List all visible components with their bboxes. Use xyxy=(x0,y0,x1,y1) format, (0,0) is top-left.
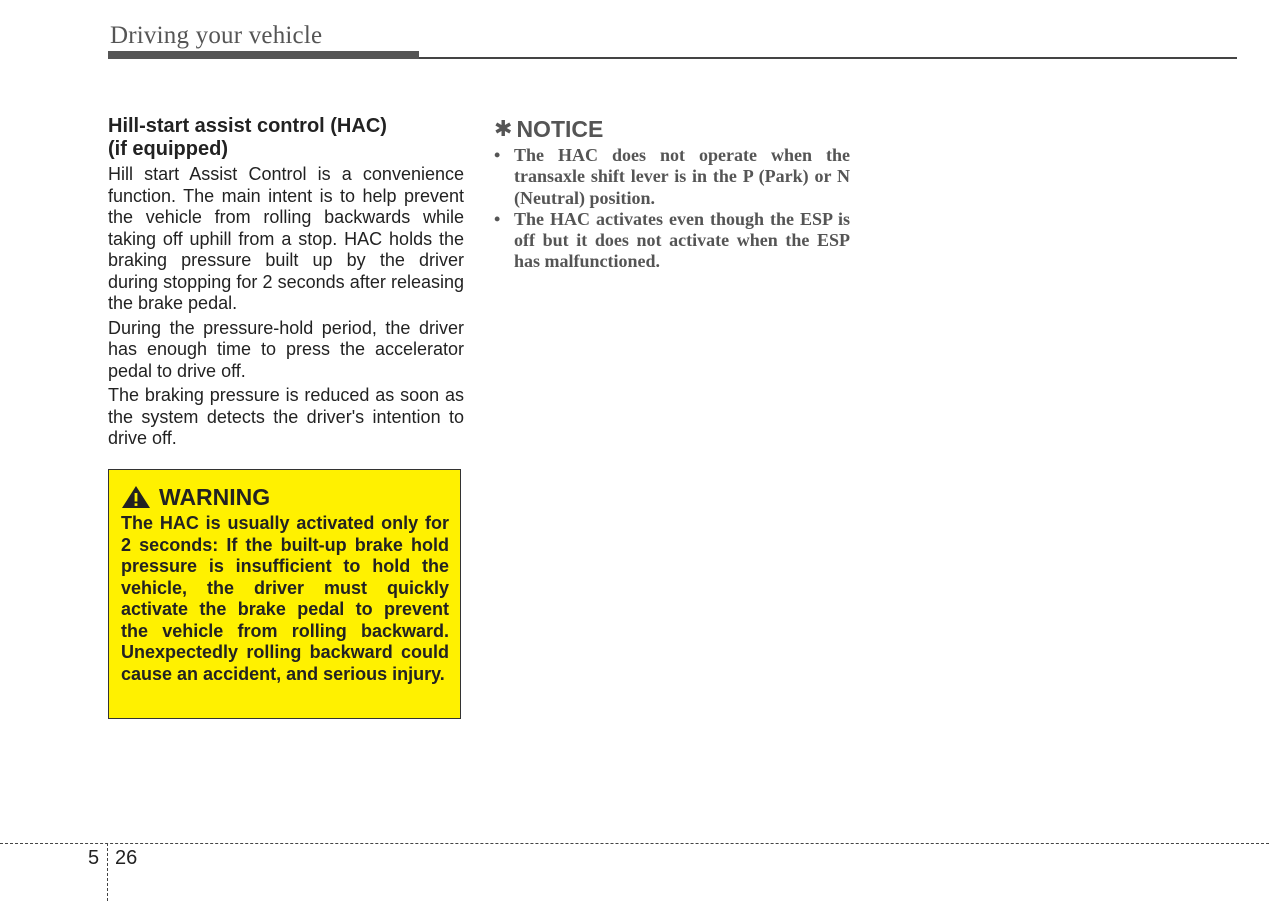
notice-heading xyxy=(494,115,850,143)
warning-heading xyxy=(121,484,449,510)
body-paragraph-2: During the pressure-hold period, the driver has enough time to press the accelerator pedal to drive off. xyxy=(108,317,464,381)
bullet-icon: • xyxy=(494,145,501,165)
bullet-icon: • xyxy=(494,208,501,229)
section-heading xyxy=(108,115,464,161)
notice-item xyxy=(494,145,850,209)
body-paragraph-1: Hill start Assist Control is a convenience function. The main intent is to help prevent the vehicle from rolling backwards while taking off uphill from a stop. HAC holds the braking pressure built up by the driver during stopping for 2 seconds after releasing the brake pedal. xyxy=(108,164,464,313)
notice-list xyxy=(494,145,850,273)
header-rule xyxy=(419,57,1237,59)
warning-text: The HAC is usually activated only for 2 seconds: If the built-up brake hold pressure is insufficient to hold the vehicle, the driver must quickly activate the brake pedal to prevent the vehicle from rolling backward. Unexpectedly rolling backward could cause an accident, and serious injury. xyxy=(121,513,449,684)
warning-triangle-icon xyxy=(121,485,151,509)
asterisk-icon: ✱ xyxy=(494,116,513,141)
notice-item xyxy=(494,209,850,273)
footer-dashed-divider xyxy=(107,843,108,901)
hac-section xyxy=(108,115,464,453)
section-heading-line2: (if equipped) xyxy=(108,138,228,160)
notice-title: NOTICE xyxy=(516,116,604,142)
chapter-number: 5 xyxy=(88,847,100,869)
notice-section xyxy=(494,115,850,273)
body-paragraph-3: The braking pressure is reduced as soon as the system detects the driver's intention to drive off. xyxy=(108,385,464,448)
warning-title: WARNING xyxy=(159,484,271,510)
warning-box xyxy=(108,469,461,719)
page-header-title: Driving your vehicle xyxy=(110,22,323,49)
page-number: 26 xyxy=(115,847,138,869)
notice-item-text: The HAC does not operate when the transaxle shift lever is in the P (Park) or N (Neutral) position. xyxy=(514,145,850,208)
header-accent-bar xyxy=(108,51,419,59)
section-heading-line1: Hill-start assist control (HAC) xyxy=(108,115,387,137)
footer-dashed-rule xyxy=(0,843,1269,844)
notice-item-text: The HAC activates even though the ESP is off but it does not activate when the ESP has malfunctioned. xyxy=(514,208,850,272)
